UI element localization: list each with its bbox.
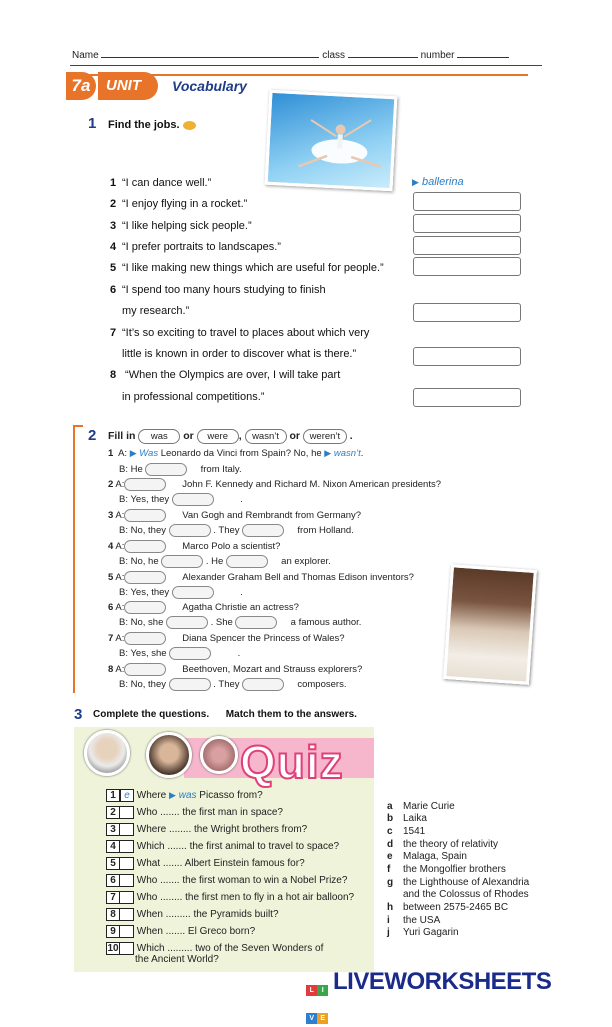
s2-line-b: B: No, she . She a famous author.	[119, 617, 362, 629]
quiz-question: 6 Who ....... the first woman to win a Nobel Prize?	[106, 874, 347, 887]
section1-number: 1	[88, 115, 97, 132]
match-box[interactable]	[120, 942, 134, 955]
question-number: 6	[106, 874, 120, 887]
gap-input[interactable]	[124, 632, 166, 645]
job-item-1: 1 “I can dance well.”	[110, 177, 212, 189]
unit-label: UNIT	[98, 72, 158, 100]
s2-line-b: B: No, they . They composers.	[119, 679, 347, 691]
example-answer: ▶ ballerina	[412, 176, 464, 188]
question-number: 1	[106, 789, 120, 802]
match-box[interactable]	[120, 874, 134, 887]
s2-line-a: 4 A: Marco Polo a scientist?	[108, 541, 281, 553]
s2-line-b: B: Yes, they .	[119, 494, 243, 506]
triangle-right-icon: ▶	[169, 790, 176, 801]
quiz-question: 4 Which ....... the first animal to travel to space?	[106, 840, 339, 853]
job-item-4: 4 “I prefer portraits to landscapes.”	[110, 241, 281, 253]
gap-input[interactable]	[169, 647, 211, 660]
quiz-answer: g the Lighthouse of Alexandria	[387, 877, 530, 888]
answer-box-6[interactable]	[413, 303, 521, 322]
answer-box-3[interactable]	[413, 214, 521, 233]
quiz-question: 9 When ....... El Greco born?	[106, 925, 255, 938]
number-field[interactable]	[457, 49, 509, 58]
gap-input[interactable]	[169, 678, 211, 691]
gap-input[interactable]	[124, 571, 166, 584]
answer-box-5[interactable]	[413, 257, 521, 276]
question-number: 2	[106, 806, 120, 819]
leonardo-portrait	[443, 564, 537, 685]
gap-input[interactable]	[242, 678, 284, 691]
quiz-answer: b Laika	[387, 813, 427, 824]
job-item-6-cont: my research.”	[122, 305, 190, 317]
quiz-answer: i the USA	[387, 915, 441, 926]
s2-line-b: B: No, they . They from Holland.	[119, 525, 354, 537]
gap-input[interactable]	[226, 555, 268, 568]
quiz-question-cont: the Ancient World?	[135, 954, 219, 965]
gap-input[interactable]	[172, 586, 214, 599]
student-header	[72, 49, 509, 61]
answer-box-8[interactable]	[413, 388, 521, 407]
quiz-question: 5 What ....... Albert Einstein famous for?	[106, 857, 305, 870]
number-label: number	[420, 50, 455, 61]
section3-title: Complete the questions. Match them to the answers.	[93, 709, 357, 720]
ballerina-photo	[265, 90, 398, 192]
question-number: 3	[106, 823, 120, 836]
section2-border-top	[73, 425, 83, 427]
gap-input[interactable]	[124, 509, 166, 522]
quiz-answer: f the Mongolfier brothers	[387, 864, 506, 875]
section3-number: 3	[74, 706, 83, 723]
section2-number: 2	[88, 427, 97, 444]
gap-input[interactable]	[145, 463, 187, 476]
quiz-answer: h between 2575-2465 BC	[387, 902, 509, 913]
s2-example-b: B: He from Italy.	[119, 464, 242, 476]
triangle-right-icon: ▶	[324, 448, 332, 458]
s2-line-a: 6 A: Agatha Christie an actress?	[108, 602, 299, 614]
gap-input[interactable]	[124, 663, 166, 676]
header-divider	[70, 65, 542, 66]
liveworksheets-brand: L I V ELIVEWORKSHEETS	[306, 968, 551, 996]
answer-box-2[interactable]	[413, 192, 521, 211]
job-item-6: 6 “I spend too many hours studying to finish	[110, 284, 326, 296]
gap-input[interactable]	[235, 616, 277, 629]
match-box[interactable]	[120, 908, 134, 921]
triangle-right-icon: ▶	[412, 177, 419, 187]
quiz-question: 2 Who ....... the first man in space?	[106, 806, 283, 819]
einstein-photo	[84, 730, 130, 776]
word-wasnt: wasn’t	[245, 429, 287, 444]
el-greco-photo	[146, 732, 192, 778]
s2-line-b: B: No, he . He an explorer.	[119, 556, 331, 568]
s2-line-b: B: Yes, she .	[119, 648, 241, 660]
word-werent: weren’t	[303, 429, 347, 444]
quiz-answer: d the theory of relativity	[387, 839, 499, 850]
s2-line-a: 2 A: John F. Kennedy and Richard M. Nixon American presidents?	[108, 479, 441, 491]
section1-title: Find the jobs.	[108, 119, 196, 131]
job-item-7-cont: little is known in order to discover what is there.”	[122, 348, 357, 360]
quiz-answer: e Malaga, Spain	[387, 851, 467, 862]
question-number: 10	[107, 943, 119, 954]
s2-line-a: 3 A: Van Gogh and Rembrandt from Germany?	[108, 510, 362, 522]
s2-line-a: 7 A: Diana Spencer the Princess of Wales?	[108, 633, 345, 645]
question-number: 7	[106, 891, 120, 904]
match-box[interactable]	[120, 840, 134, 853]
match-box[interactable]	[120, 823, 134, 836]
class-field[interactable]	[348, 49, 418, 58]
unit-number: 7a	[66, 72, 96, 100]
quiz-question: 3 Where ........ the Wright brothers from?	[106, 823, 307, 836]
match-box[interactable]: e	[120, 789, 134, 802]
section2-border	[73, 425, 75, 693]
question-number: 8	[106, 908, 120, 921]
answer-box-4[interactable]	[413, 236, 521, 255]
gap-input[interactable]	[124, 601, 166, 614]
s2-line-a: 8 A: Beethoven, Mozart and Strauss explorers?	[108, 664, 363, 676]
job-item-8: 8 “When the Olympics are over, I will take part	[110, 369, 341, 381]
s2-line-a: 5 A: Alexander Graham Bell and Thomas Edison inventors?	[108, 572, 414, 584]
match-box[interactable]	[120, 806, 134, 819]
match-box[interactable]	[120, 857, 134, 870]
gap-input[interactable]	[161, 555, 203, 568]
quiz-title: Quiz	[240, 736, 344, 788]
liveworksheets-logo-icon: L I V E	[306, 971, 330, 995]
gap-input[interactable]	[124, 478, 166, 491]
question-number: 5	[106, 857, 120, 870]
quiz-question: 10 Which ......... two of the Seven Wonders of	[107, 943, 324, 955]
name-label: Name	[72, 50, 99, 61]
triangle-right-icon: ▶	[129, 448, 137, 458]
quiz-answer-cont: and the Colossus of Rhodes	[403, 889, 529, 900]
job-item-7: 7 “It’s so exciting to travel to places about which very	[110, 327, 370, 339]
job-item-8-cont: in professional competitions.”	[122, 391, 265, 403]
quiz-answer: a Marie Curie	[387, 801, 455, 812]
speech-bubble-icon	[183, 121, 196, 130]
unit-title: Vocabulary	[172, 78, 247, 94]
gap-input[interactable]	[169, 524, 211, 537]
word-was: was	[138, 429, 180, 444]
quiz-question: 7 Who ........ the first men to fly in a hot air balloon?	[106, 891, 354, 904]
section2-instruction: Fill in was or were , wasn’t or weren’t .	[108, 430, 353, 442]
answer-box-7[interactable]	[413, 347, 521, 366]
s2-line-b: B: Yes, they .	[119, 587, 243, 599]
job-item-3: 3 “I like helping sick people.”	[110, 220, 252, 232]
s2-example-a: 1 A: ▶ Was Leonardo da Vinci from Spain? No, he ▶ wasn’t.	[108, 448, 364, 459]
match-box[interactable]	[120, 925, 134, 938]
portrait-photo	[200, 736, 238, 774]
job-item-2: 2 “I enjoy flying in a rocket.”	[110, 198, 248, 210]
quiz-answer: c 1541	[387, 826, 426, 837]
gap-input[interactable]	[166, 616, 208, 629]
quiz-answer: j Yuri Gagarin	[387, 927, 459, 938]
question-number: 4	[106, 840, 120, 853]
gap-input[interactable]	[124, 540, 166, 553]
class-label: class	[322, 50, 346, 61]
name-field[interactable]	[101, 49, 319, 58]
question-number: 9	[106, 925, 120, 938]
gap-input[interactable]	[242, 524, 284, 537]
match-box[interactable]	[120, 891, 134, 904]
job-item-5: 5 “I like making new things which are useful for people.”	[110, 262, 384, 274]
gap-input[interactable]	[172, 493, 214, 506]
word-were: were	[197, 429, 239, 444]
quiz-question: 8 When ......... the Pyramids built?	[106, 908, 279, 921]
quiz-question: 1 e Where ▶ was Picasso from?	[106, 789, 263, 802]
